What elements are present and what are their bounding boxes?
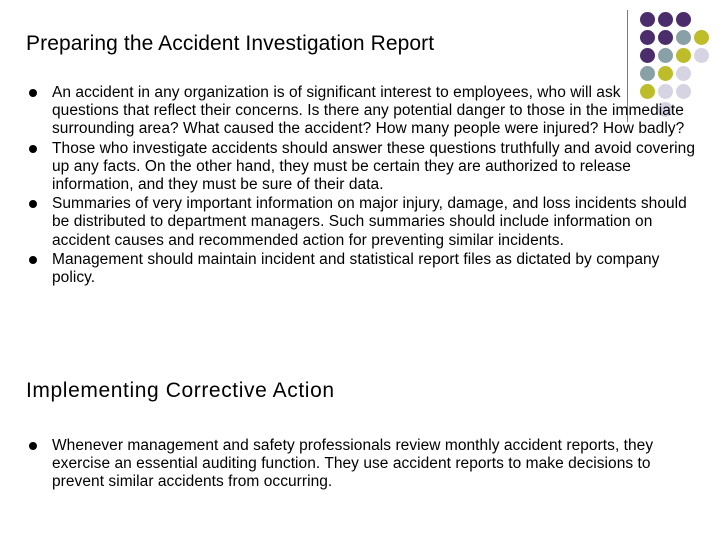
bullet-text: Whenever management and safety professionals review monthly accident reports, they exercise an essential auditing function. They use accident reports to make decisions to prevent similar accidents from occurring. — [52, 437, 654, 491]
bullet-icon — [29, 442, 37, 450]
decorative-dot — [658, 66, 673, 81]
bullet-text: Those who investigate accidents should answer these questions truthfully and avoid covering up any facts. On the other hand, they must be certain they are authorized to release information, and they must be sure of their data. — [52, 139, 696, 194]
section-title: Implementing Corrective Action — [26, 379, 335, 402]
decorative-dot — [676, 66, 691, 81]
decorative-dot — [658, 12, 673, 27]
bullet-text: Management should maintain incident and statistical report files as dictated by company policy. — [52, 250, 660, 287]
list-item — [26, 251, 696, 287]
bullet-icon — [29, 256, 37, 264]
decorative-dot — [640, 30, 655, 45]
decorative-dot — [640, 66, 655, 81]
decorative-dot — [640, 12, 655, 27]
list-item — [26, 84, 696, 139]
decorative-dot — [658, 30, 673, 45]
decorative-dot — [694, 30, 709, 45]
list-item — [26, 140, 696, 195]
bullet-list — [26, 437, 696, 492]
bullet-text: An accident in any organization is of significant interest to employees, who will ask questions that reflect their concerns. Is there any potential danger to those in the immediate surrounding area? What caused the accident? How many people were injured? How badly? — [52, 84, 685, 138]
decorative-dot — [676, 48, 691, 63]
list-item — [26, 437, 696, 492]
decorative-dot — [658, 48, 673, 63]
decorative-dot — [694, 48, 709, 63]
decorative-dot — [640, 48, 655, 63]
bullet-list — [26, 84, 696, 287]
section-title: Preparing the Accident Investigation Report — [26, 32, 435, 55]
bullet-text: Summaries of very important information on major injury, damage, and loss incidents should be distributed to department managers. Such summaries should include information on accident causes and recommended action for preventing similar incidents. — [52, 195, 687, 249]
decorative-dot — [676, 30, 691, 45]
bullet-icon — [29, 145, 37, 153]
list-item — [26, 195, 696, 250]
bullet-icon — [29, 200, 37, 208]
decorative-dot — [676, 12, 691, 27]
bullet-icon — [29, 89, 37, 97]
